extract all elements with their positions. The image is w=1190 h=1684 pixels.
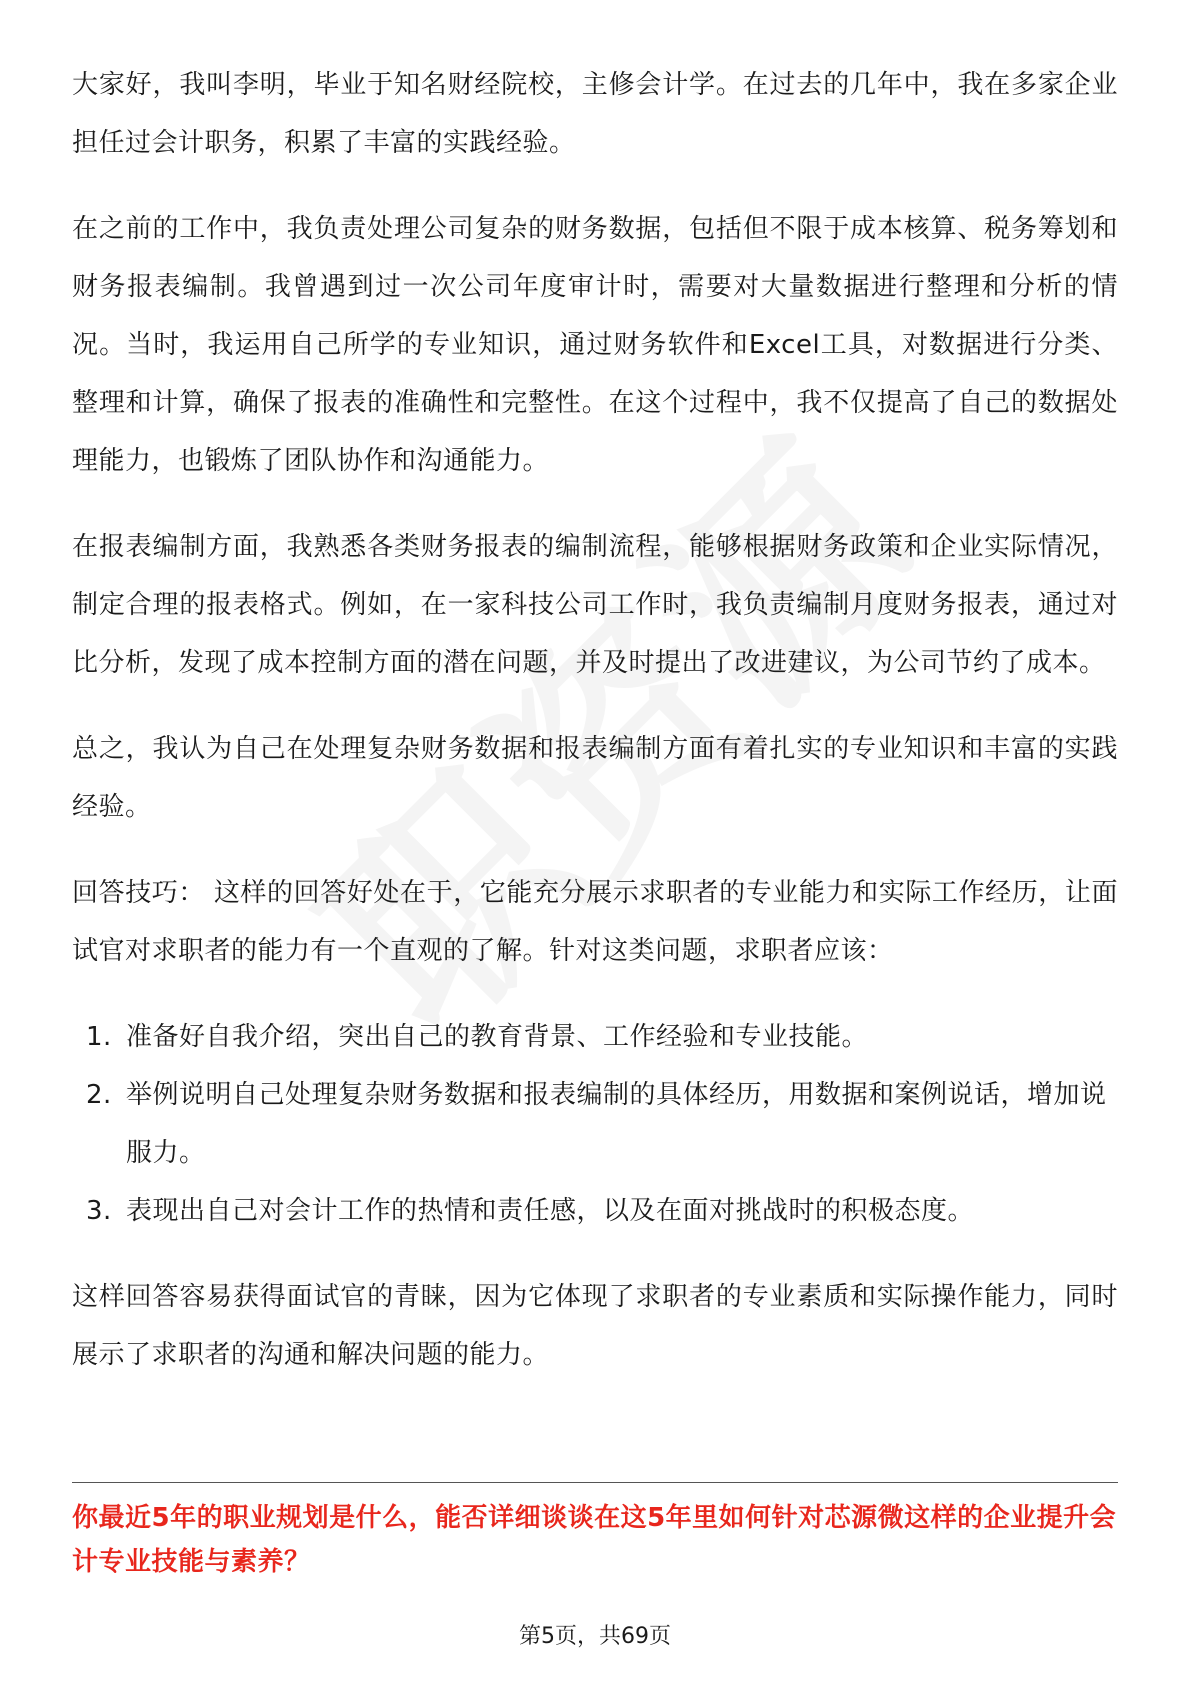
list-item-text: 表现出自己对会计工作的热情和责任感，以及在面对挑战时的积极态度。 xyxy=(126,1196,975,1226)
closing-paragraph: 这样回答容易获得面试官的青睐，因为它体现了求职者的专业素质和实际操作能力，同时展示了求职者的沟通和解决问题的能力。 xyxy=(72,1282,1118,1370)
list-number: 1. xyxy=(86,1022,112,1052)
next-question-heading: 你最近5年的职业规划是什么，能否详细谈谈在这5年里如何针对芯源微这样的企业提升会计专业技能与素养？ xyxy=(72,1503,1117,1577)
reporting-paragraph: 在报表编制方面，我熟悉各类财务报表的编制流程，能够根据财务政策和企业实际情况，制定合理的报表格式。例如，在一家科技公司工作时，我负责编制月度财务报表，通过对比分析，发现了成本控制方面的潜在问题，并及时提出了改进建议，为公司节约了成本。 xyxy=(72,532,1118,678)
answer-body xyxy=(72,56,1118,1412)
page-footer: 第5页，共69页 xyxy=(519,1624,671,1649)
list-number: 2. xyxy=(86,1080,112,1110)
list-item xyxy=(72,1182,1118,1240)
summary-paragraph: 总之，我认为自己在处理复杂财务数据和报表编制方面有着扎实的专业知识和丰富的实践经验。 xyxy=(72,734,1118,822)
list-item-text: 举例说明自己处理复杂财务数据和报表编制的具体经历，用数据和案例说话，增加说服力。 xyxy=(126,1080,1107,1168)
list-item xyxy=(72,1066,1118,1182)
list-number: 3. xyxy=(86,1196,112,1226)
tips-list xyxy=(72,1008,1118,1240)
experience-paragraph: 在之前的工作中，我负责处理公司复杂的财务数据，包括但不限于成本核算、税务筹划和财务报表编制。我曾遇到过一次公司年度审计时，需要对大量数据进行整理和分析的情况。当时，我运用自己所学的专业知识，通过财务软件和Excel工具，对数据进行分类、整理和计算，确保了报表的准确性和完整性。在这个过程中，我不仅提高了自己的数据处理能力，也锻炼了团队协作和沟通能力。 xyxy=(72,214,1118,476)
list-item-text: 准备好自我介绍，突出自己的教育背景、工作经验和专业技能。 xyxy=(126,1022,869,1052)
tips-intro-paragraph: 回答技巧： 这样的回答好处在于，它能充分展示求职者的专业能力和实际工作经历，让面试官对求职者的能力有一个直观的了解。针对这类问题，求职者应该： xyxy=(72,878,1118,966)
section-divider xyxy=(72,1482,1118,1483)
list-item xyxy=(72,1008,1118,1066)
intro-paragraph: 大家好，我叫李明，毕业于知名财经院校，主修会计学。在过去的几年中，我在多家企业担任过会计职务，积累了丰富的实践经验。 xyxy=(72,70,1118,158)
